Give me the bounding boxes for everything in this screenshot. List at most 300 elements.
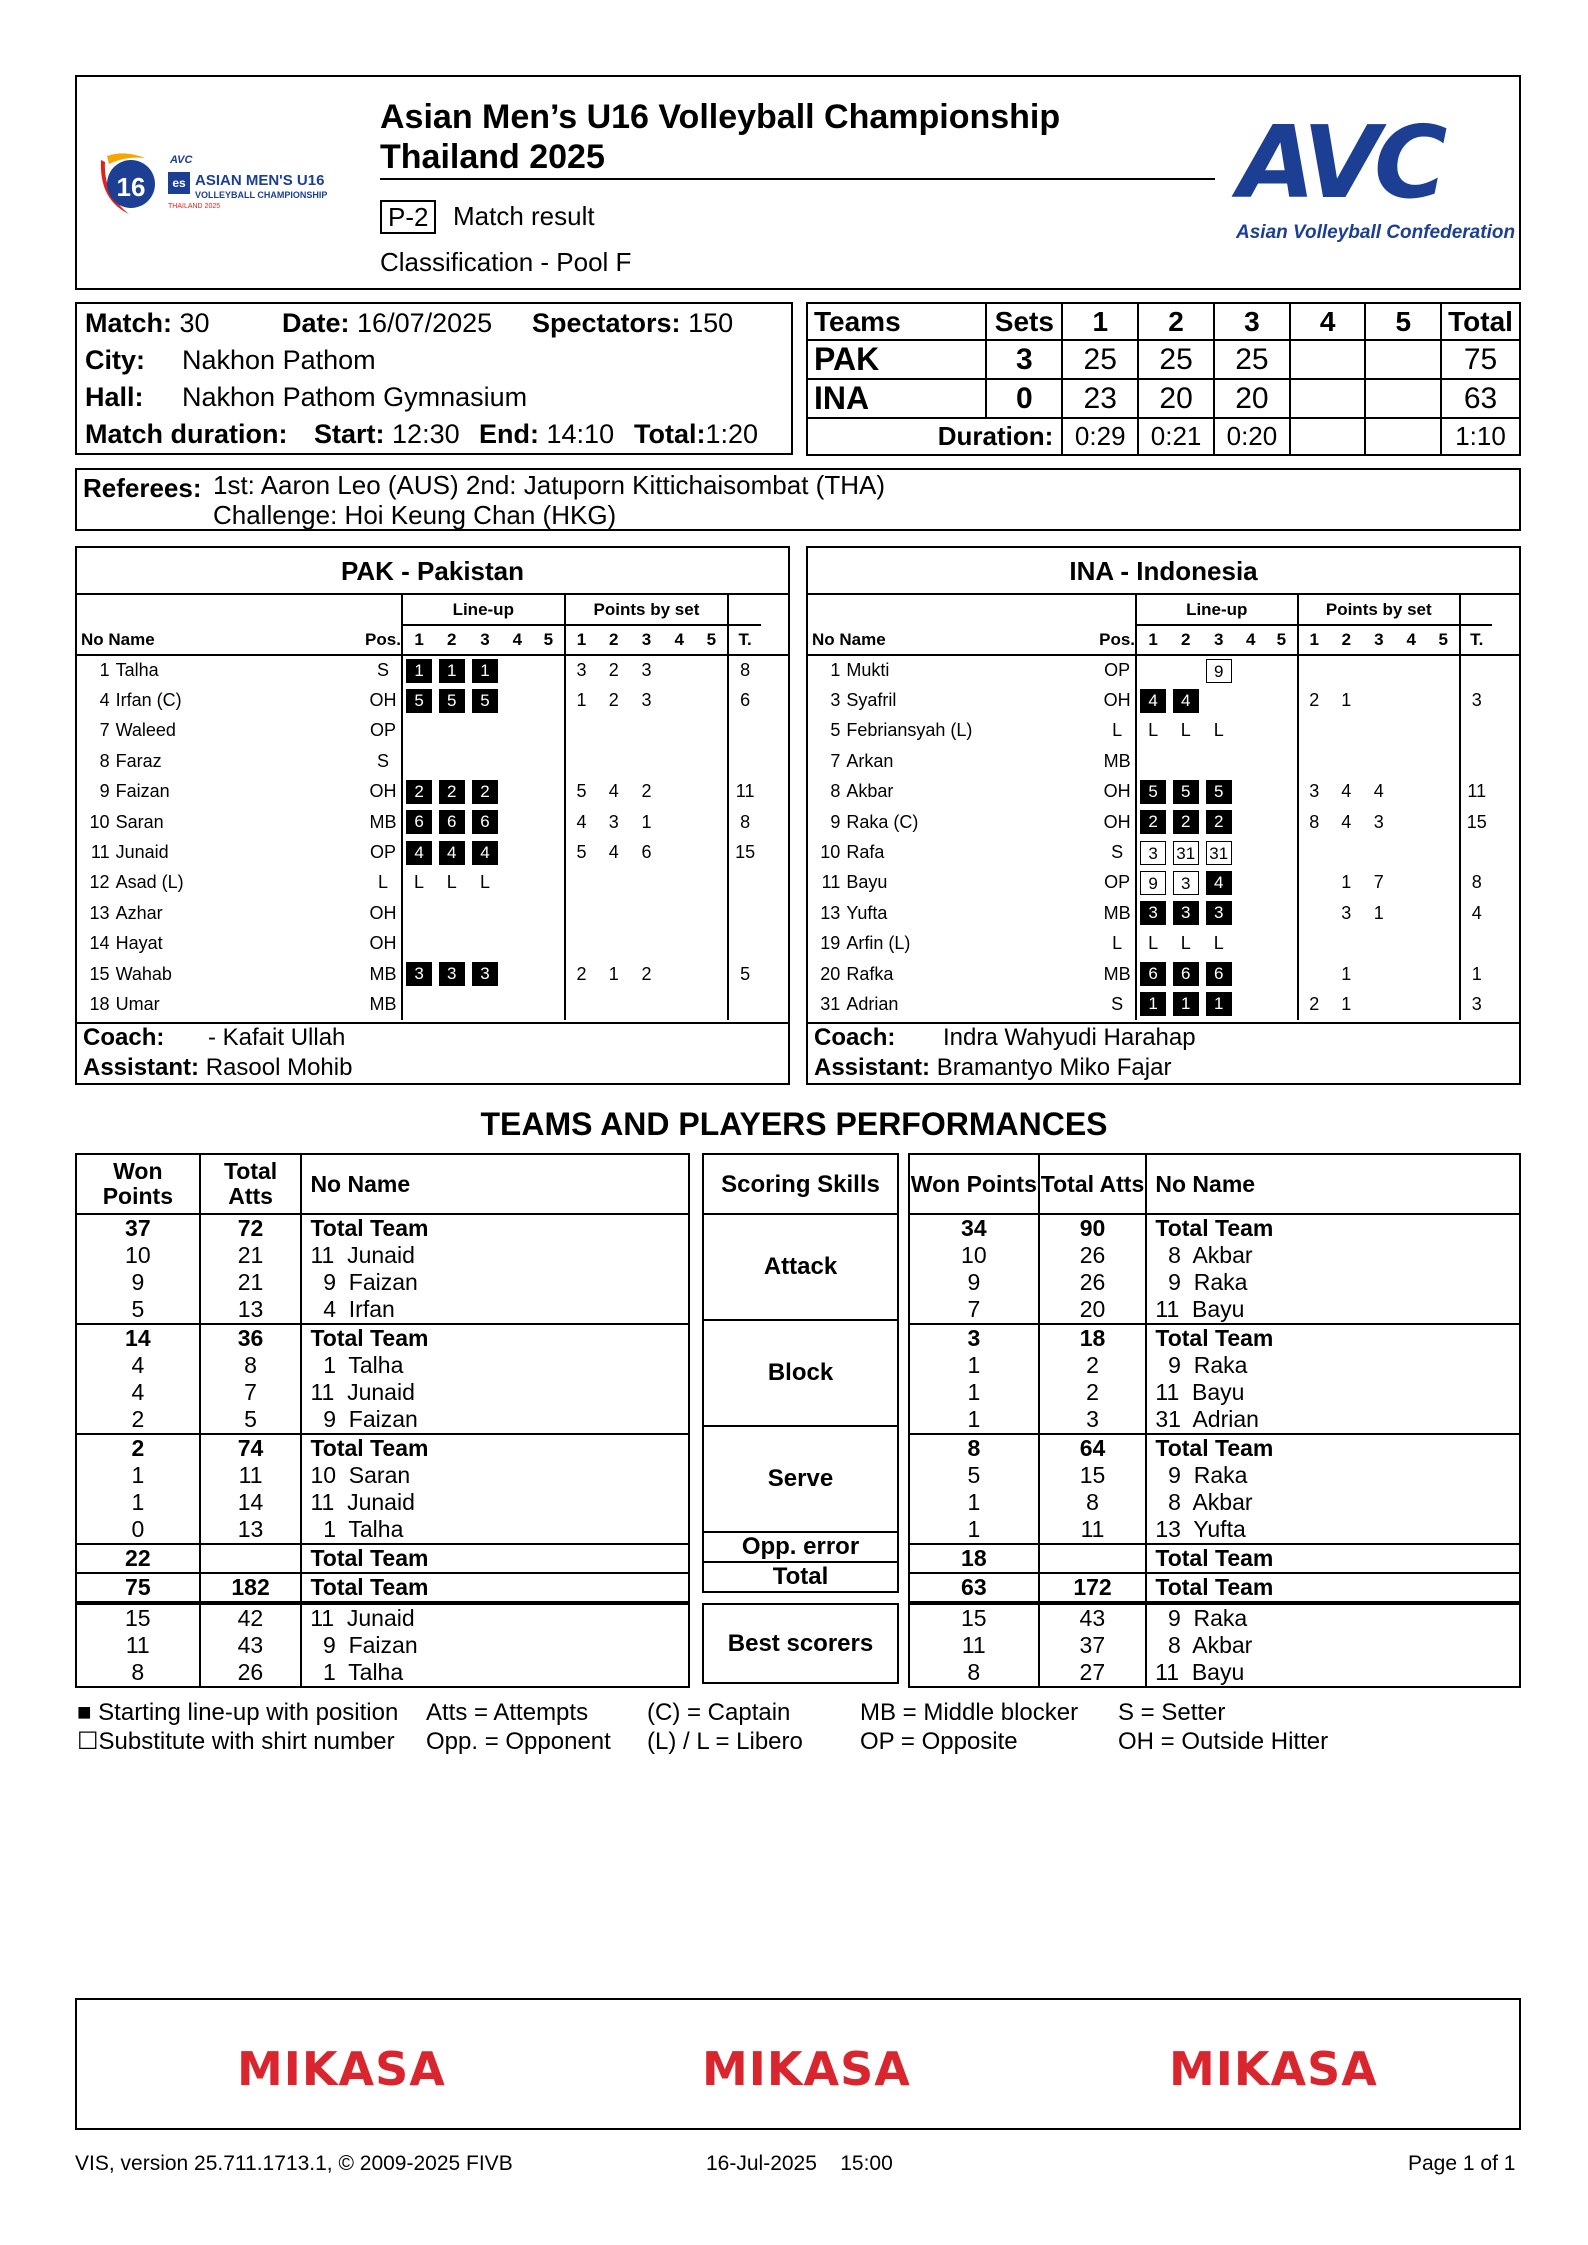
no-name-header: No Name bbox=[81, 629, 155, 649]
lineup-cell bbox=[402, 685, 435, 715]
set-points bbox=[1298, 898, 1331, 928]
won-points: 34 bbox=[909, 1214, 1039, 1242]
lineup-cell bbox=[1266, 746, 1297, 776]
lineup-cell bbox=[1136, 898, 1169, 928]
player-number: 1 bbox=[99, 660, 110, 681]
hall-value: Nakhon Pathom Gymnasium bbox=[182, 382, 528, 412]
score-sets: 0 bbox=[986, 379, 1062, 418]
won-points: 11 bbox=[76, 1632, 200, 1659]
performance-row bbox=[909, 1462, 1520, 1489]
won-points: 9 bbox=[76, 1269, 200, 1296]
lineup-cell bbox=[468, 807, 501, 837]
pos-header: Pos. bbox=[1099, 629, 1136, 649]
player-total bbox=[1460, 929, 1492, 959]
substitute-number: 9 bbox=[1206, 659, 1232, 683]
player-row bbox=[808, 989, 1519, 1019]
team-total: Total Team bbox=[301, 1324, 689, 1352]
set-points bbox=[696, 868, 729, 898]
player-total: 8 bbox=[728, 807, 761, 837]
lineup-cell bbox=[1136, 777, 1169, 807]
skills-header bbox=[703, 1154, 898, 1214]
assistant-name: Bramantyo Miko Fajar bbox=[936, 1054, 1172, 1081]
points-set-header: 1 bbox=[1298, 625, 1331, 655]
lineup-cell bbox=[1266, 777, 1297, 807]
set-points: 1 bbox=[641, 811, 652, 832]
set-points bbox=[1428, 685, 1461, 715]
set-points bbox=[1363, 837, 1396, 867]
lineup-cell bbox=[1235, 868, 1266, 898]
total-attempts bbox=[200, 1544, 302, 1573]
player: 13 Yufta bbox=[1155, 1516, 1246, 1542]
lineup-cell bbox=[468, 716, 501, 746]
referees-line1: 1st: Aaron Leo (AUS) 2nd: Jatuporn Kittichaisombat (THA) bbox=[213, 470, 885, 500]
player-number: 18 bbox=[89, 993, 110, 1014]
starting-position: 1 bbox=[1140, 992, 1166, 1016]
player-number: 11 bbox=[90, 842, 110, 863]
coach-name: Indra Wahyudi Harahap bbox=[943, 1024, 1196, 1051]
player-name: Syafril bbox=[846, 690, 897, 711]
set-points bbox=[696, 959, 729, 989]
player-position: OH bbox=[369, 781, 397, 802]
player: 11 Junaid bbox=[310, 1489, 415, 1515]
lineup-cell bbox=[1235, 777, 1266, 807]
substitute-number: 31 bbox=[1206, 841, 1232, 865]
points-set-header: 4 bbox=[1406, 630, 1417, 649]
player: 8 Akbar bbox=[1155, 1489, 1253, 1515]
referees-line2: Challenge: Hoi Keung Chan (HKG) bbox=[213, 500, 617, 530]
set-points bbox=[1428, 837, 1461, 867]
label-date: Date: bbox=[282, 308, 350, 338]
player-total bbox=[728, 989, 761, 1019]
match-number: 30 bbox=[179, 308, 210, 338]
team-title: PAK - Pakistan bbox=[77, 548, 788, 595]
player-row bbox=[77, 989, 788, 1019]
set-points bbox=[1330, 837, 1363, 867]
lineup-cell bbox=[1169, 655, 1202, 685]
set-points bbox=[663, 929, 696, 959]
starting-position: 4 bbox=[1140, 689, 1166, 713]
total-atts-header: Total Atts bbox=[1039, 1154, 1147, 1214]
player-row bbox=[77, 777, 788, 807]
player-row bbox=[808, 777, 1519, 807]
player-position: MB bbox=[369, 963, 397, 984]
total-attempts: 36 bbox=[200, 1324, 302, 1352]
player-row bbox=[808, 929, 1519, 959]
team-total: Total Team bbox=[301, 1434, 689, 1462]
set-points bbox=[1428, 807, 1461, 837]
total-attempts: 74 bbox=[200, 1434, 302, 1462]
lineup-cell bbox=[1136, 655, 1169, 685]
libero-mark: L bbox=[1148, 720, 1159, 741]
lineup-cell bbox=[1202, 898, 1235, 928]
set-points: 2 bbox=[608, 660, 619, 681]
lineup-cell bbox=[1266, 898, 1297, 928]
label-referees: Referees: bbox=[83, 473, 202, 503]
player-number: 3 bbox=[830, 690, 841, 711]
set-points bbox=[1298, 716, 1331, 746]
player-number: 14 bbox=[89, 933, 110, 954]
total-attempts: 18 bbox=[1039, 1324, 1147, 1352]
performance-row bbox=[76, 1462, 689, 1489]
lineup-cell bbox=[468, 777, 501, 807]
lineup-cell bbox=[1202, 655, 1235, 685]
skill-row bbox=[703, 1426, 898, 1532]
set-points: 3 bbox=[641, 660, 652, 681]
lineup-cell bbox=[533, 959, 565, 989]
set-points bbox=[1363, 716, 1396, 746]
lineup-cell bbox=[1202, 746, 1235, 776]
won-points: 15 bbox=[909, 1604, 1039, 1632]
libero-mark: L bbox=[446, 872, 457, 893]
player: 11 Junaid bbox=[310, 1379, 415, 1405]
set-points: 3 bbox=[1298, 777, 1331, 807]
skill-name: Block bbox=[767, 1359, 834, 1386]
player-name: Arkan bbox=[846, 750, 894, 771]
won-points: 1 bbox=[909, 1379, 1039, 1406]
performance-row bbox=[76, 1214, 689, 1242]
lineup-cell bbox=[1136, 868, 1169, 898]
set-points bbox=[696, 655, 729, 685]
lineup-cell bbox=[402, 898, 435, 928]
lineup-cell bbox=[435, 837, 468, 867]
player-number: 13 bbox=[820, 902, 841, 923]
won-points-header: Won Points bbox=[909, 1154, 1039, 1214]
won-points: 10 bbox=[909, 1242, 1039, 1269]
set-duration: 0:29 bbox=[1062, 418, 1138, 455]
lineup-cell bbox=[533, 929, 565, 959]
set-points bbox=[663, 746, 696, 776]
set-points: 4 bbox=[608, 842, 619, 863]
points-set-header: 4 bbox=[674, 630, 684, 649]
won-points: 37 bbox=[76, 1214, 200, 1242]
legend-col4 bbox=[860, 1698, 1078, 1756]
lineup-set-header: 4 bbox=[1246, 630, 1256, 649]
lineup-cell bbox=[1266, 837, 1297, 867]
title-line1: Asian Men’s U16 Volleyball Championship bbox=[380, 98, 1061, 136]
lineup-cell bbox=[502, 929, 534, 959]
starting-position: 2 bbox=[1206, 810, 1232, 834]
roster-header-1 bbox=[808, 595, 1519, 625]
player-number: 10 bbox=[820, 842, 841, 863]
lineup-cell bbox=[402, 868, 435, 898]
player-name: Waleed bbox=[115, 720, 176, 741]
lineup-cell bbox=[502, 868, 534, 898]
set-points bbox=[663, 655, 696, 685]
best-scorers-indonesia bbox=[908, 1603, 1521, 1688]
set-points bbox=[565, 929, 598, 959]
lineup-header: Line-up bbox=[1136, 595, 1297, 625]
legend-item: OH = Outside Hitter bbox=[1118, 1728, 1329, 1755]
performance-pakistan bbox=[75, 1153, 690, 1603]
score-h-total: Total bbox=[1441, 303, 1520, 340]
skill-row bbox=[703, 1320, 898, 1426]
score-sets: 3 bbox=[986, 340, 1062, 379]
total-attempts: 172 bbox=[1039, 1573, 1147, 1602]
set-points bbox=[1330, 929, 1363, 959]
substitute-number: 31 bbox=[1173, 841, 1199, 865]
lineup-cell bbox=[1235, 685, 1266, 715]
lineup-cell bbox=[1169, 898, 1202, 928]
lineup-cell bbox=[1202, 685, 1235, 715]
player-name: Hayat bbox=[115, 933, 163, 954]
set-points: 3 bbox=[608, 811, 619, 832]
coach-line bbox=[814, 1024, 1196, 1052]
set-points bbox=[663, 898, 696, 928]
set-points bbox=[1428, 655, 1461, 685]
player-total: 4 bbox=[1460, 898, 1492, 928]
set-points: 1 bbox=[1341, 690, 1352, 711]
set-points bbox=[1395, 807, 1427, 837]
lineup-cell bbox=[435, 959, 468, 989]
player-name: Yufta bbox=[846, 902, 888, 923]
player-number: 13 bbox=[89, 902, 110, 923]
player-number: 31 bbox=[820, 993, 841, 1014]
city-value: Nakhon Pathom bbox=[182, 345, 376, 375]
starting-position: 3 bbox=[1173, 901, 1199, 925]
lineup-cell bbox=[402, 746, 435, 776]
lineup-cell bbox=[435, 716, 468, 746]
legend-item: Atts = Attempts bbox=[426, 1699, 589, 1726]
lineup-cell bbox=[1266, 929, 1297, 959]
player-number: 7 bbox=[830, 750, 841, 771]
lineup-cell bbox=[1235, 929, 1266, 959]
score-cell bbox=[1290, 340, 1366, 379]
scoring-skills bbox=[702, 1153, 899, 1593]
spectators-count: 150 bbox=[688, 308, 734, 338]
libero-mark: L bbox=[1148, 933, 1159, 954]
player-position: S bbox=[376, 750, 389, 771]
set-points bbox=[1395, 685, 1427, 715]
score-team: INA bbox=[807, 379, 986, 418]
team-total: Total Team bbox=[1146, 1544, 1520, 1573]
set-points: 5 bbox=[565, 777, 598, 807]
sponsor-logo: MIKASA bbox=[237, 2042, 446, 2096]
legend-item: (L) / L = Libero bbox=[647, 1728, 803, 1755]
player-number: 4 bbox=[99, 690, 110, 711]
points-by-set-header: Points by set bbox=[1298, 595, 1461, 625]
player-position: S bbox=[1111, 993, 1124, 1014]
player-number: 8 bbox=[830, 781, 841, 802]
label-city: City: bbox=[85, 345, 145, 375]
set-points bbox=[1363, 959, 1396, 989]
lineup-cell bbox=[1136, 959, 1169, 989]
score-team: PAK bbox=[807, 340, 986, 379]
set-points: 2 bbox=[1298, 989, 1331, 1019]
player-total: 1 bbox=[1460, 959, 1492, 989]
set-points: 2 bbox=[565, 959, 598, 989]
set-points bbox=[1428, 868, 1461, 898]
substitute-number: 9 bbox=[1140, 871, 1166, 895]
set-points: 5 bbox=[565, 837, 598, 867]
skill-row bbox=[703, 1214, 898, 1320]
end-time: 14:10 bbox=[546, 419, 615, 449]
set-points bbox=[1395, 777, 1427, 807]
set-points bbox=[696, 685, 729, 715]
set-points: 4 bbox=[608, 781, 619, 802]
set-points bbox=[597, 746, 630, 776]
player-total bbox=[728, 868, 761, 898]
total-atts-header: Total Atts bbox=[200, 1154, 302, 1214]
starting-position: 5 bbox=[1206, 780, 1232, 804]
performance-indonesia bbox=[908, 1153, 1521, 1603]
player-row bbox=[77, 959, 788, 989]
total-attempts: 43 bbox=[1039, 1604, 1147, 1632]
lineup-cell bbox=[468, 655, 501, 685]
player-row bbox=[808, 898, 1519, 928]
logo-line3: THAILAND 2025 bbox=[168, 203, 221, 210]
sponsor-logo: MIKASA bbox=[1169, 2042, 1378, 2096]
total-attempts: 42 bbox=[200, 1604, 302, 1632]
skill-row bbox=[703, 1562, 898, 1592]
coach-label: Coach: bbox=[814, 1024, 896, 1051]
set-points: 2 bbox=[641, 963, 652, 984]
won-points: 4 bbox=[76, 1352, 200, 1379]
won-points: 14 bbox=[76, 1324, 200, 1352]
lineup-cell bbox=[533, 989, 565, 1019]
starting-position: 2 bbox=[1173, 810, 1199, 834]
set-points bbox=[1298, 655, 1331, 685]
set-points bbox=[1428, 746, 1461, 776]
player-row bbox=[77, 837, 788, 867]
set-points bbox=[1428, 716, 1461, 746]
lineup-cell bbox=[402, 837, 435, 867]
total-attempts: 26 bbox=[1039, 1242, 1147, 1269]
performance-row bbox=[76, 1406, 689, 1434]
lineup-cell bbox=[502, 989, 534, 1019]
score-cell: 20 bbox=[1138, 379, 1214, 418]
score-h-set5: 5 bbox=[1365, 303, 1441, 340]
player-row bbox=[77, 655, 788, 685]
player-name: Rafa bbox=[846, 842, 885, 863]
set-duration: 0:20 bbox=[1214, 418, 1290, 455]
starting-position: 6 bbox=[406, 810, 432, 834]
lineup-set-header: 1 bbox=[1136, 625, 1169, 655]
starting-position: 6 bbox=[1173, 962, 1199, 986]
total-attempts: 21 bbox=[200, 1242, 302, 1269]
skill-name: Opp. error bbox=[741, 1533, 860, 1560]
set-points bbox=[1395, 716, 1427, 746]
lineup-cell bbox=[435, 685, 468, 715]
starting-position: 2 bbox=[406, 780, 432, 804]
set-points: 2 bbox=[1298, 685, 1331, 715]
player-row bbox=[808, 685, 1519, 715]
player-position: MB bbox=[1103, 902, 1131, 923]
set-points: 1 bbox=[1341, 993, 1352, 1014]
legend-item: (C) = Captain bbox=[647, 1699, 791, 1726]
set-points bbox=[1428, 898, 1461, 928]
total-attempts: 8 bbox=[1039, 1489, 1147, 1516]
set-points bbox=[663, 989, 696, 1019]
starting-position: 3 bbox=[406, 962, 432, 986]
points-set-header: 5 bbox=[1438, 630, 1449, 649]
starting-position: 4 bbox=[439, 841, 465, 865]
player-name: Irfan (C) bbox=[115, 690, 182, 711]
player-position: OP bbox=[369, 720, 396, 741]
lineup-cell bbox=[435, 807, 468, 837]
logo-mark: es bbox=[168, 172, 190, 194]
lineup-cell bbox=[1136, 989, 1169, 1019]
lineup-cell bbox=[1266, 716, 1297, 746]
best-scorers-label-box bbox=[702, 1603, 899, 1684]
player-total: 5 bbox=[728, 959, 761, 989]
starting-position: 1 bbox=[1173, 992, 1199, 1016]
score-h-set4: 4 bbox=[1290, 303, 1366, 340]
set-points bbox=[696, 807, 729, 837]
match-date: 16/07/2025 bbox=[357, 308, 493, 338]
total-attempts: 3 bbox=[1039, 1406, 1147, 1434]
avc-logo-mark: AVC bbox=[1238, 104, 1442, 221]
player-total: 3 bbox=[1460, 685, 1492, 715]
assistant-line bbox=[814, 1054, 1171, 1082]
set-points bbox=[663, 685, 696, 715]
lineup-cell bbox=[435, 868, 468, 898]
lineup-cell bbox=[435, 746, 468, 776]
total-attempts bbox=[1039, 1544, 1147, 1573]
performance-row bbox=[909, 1406, 1520, 1434]
starting-position: 2 bbox=[472, 780, 498, 804]
lineup-cell bbox=[502, 837, 534, 867]
set-points bbox=[597, 716, 630, 746]
libero-mark: L bbox=[1180, 720, 1191, 741]
performance-row bbox=[909, 1214, 1520, 1242]
logo-avc-text: AVC bbox=[170, 154, 193, 166]
player-position: S bbox=[1111, 842, 1124, 863]
score-row-pak bbox=[807, 340, 1520, 379]
won-points: 8 bbox=[76, 1659, 200, 1687]
set-points bbox=[597, 929, 630, 959]
player-position: L bbox=[1112, 933, 1123, 954]
player-total: 15 bbox=[1460, 807, 1492, 837]
set-points: 3 bbox=[641, 690, 652, 711]
lineup-cell bbox=[1169, 746, 1202, 776]
assistant-label: Assistant: bbox=[83, 1054, 200, 1081]
footer-version: VIS, version 25.711.1713.1, © 2009-2025 FIVB bbox=[75, 2152, 513, 2175]
score-cell bbox=[1365, 340, 1441, 379]
logo-line2: VOLLEYBALL CHAMPIONSHIP bbox=[195, 190, 328, 200]
score-table bbox=[806, 302, 1521, 456]
legend-col2 bbox=[426, 1698, 611, 1756]
lineup-cell bbox=[1136, 716, 1169, 746]
lineup-cell bbox=[1266, 655, 1297, 685]
lineup-cell bbox=[502, 716, 534, 746]
performance-row bbox=[909, 1573, 1520, 1602]
score-h-set1: 1 bbox=[1062, 303, 1138, 340]
libero-mark: L bbox=[479, 872, 490, 893]
set-points bbox=[1363, 989, 1396, 1019]
total-attempts: 13 bbox=[200, 1296, 302, 1324]
player-name: Raka (C) bbox=[846, 811, 919, 832]
won-points: 1 bbox=[76, 1462, 200, 1489]
starting-position: 4 bbox=[406, 841, 432, 865]
legend-item: S = Setter bbox=[1118, 1699, 1226, 1726]
roster-blank bbox=[728, 595, 761, 625]
roster-blank bbox=[808, 595, 1136, 625]
lineup-cell bbox=[502, 685, 534, 715]
doc-type: Match result bbox=[453, 201, 595, 231]
lineup-cell bbox=[1169, 989, 1202, 1019]
total-header: T. bbox=[728, 625, 761, 655]
team-total: Total Team bbox=[1146, 1324, 1520, 1352]
player: 9 Raka bbox=[1155, 1269, 1248, 1295]
set-points bbox=[696, 898, 729, 928]
score-h-teams: Teams bbox=[807, 303, 986, 340]
player: 11 Bayu bbox=[1155, 1296, 1245, 1322]
player: 9 Faizan bbox=[310, 1632, 418, 1658]
player-row bbox=[77, 746, 788, 776]
total-attempts: 26 bbox=[1039, 1269, 1147, 1296]
lineup-cell bbox=[1169, 959, 1202, 989]
label-set-duration: Duration: bbox=[807, 418, 1062, 455]
